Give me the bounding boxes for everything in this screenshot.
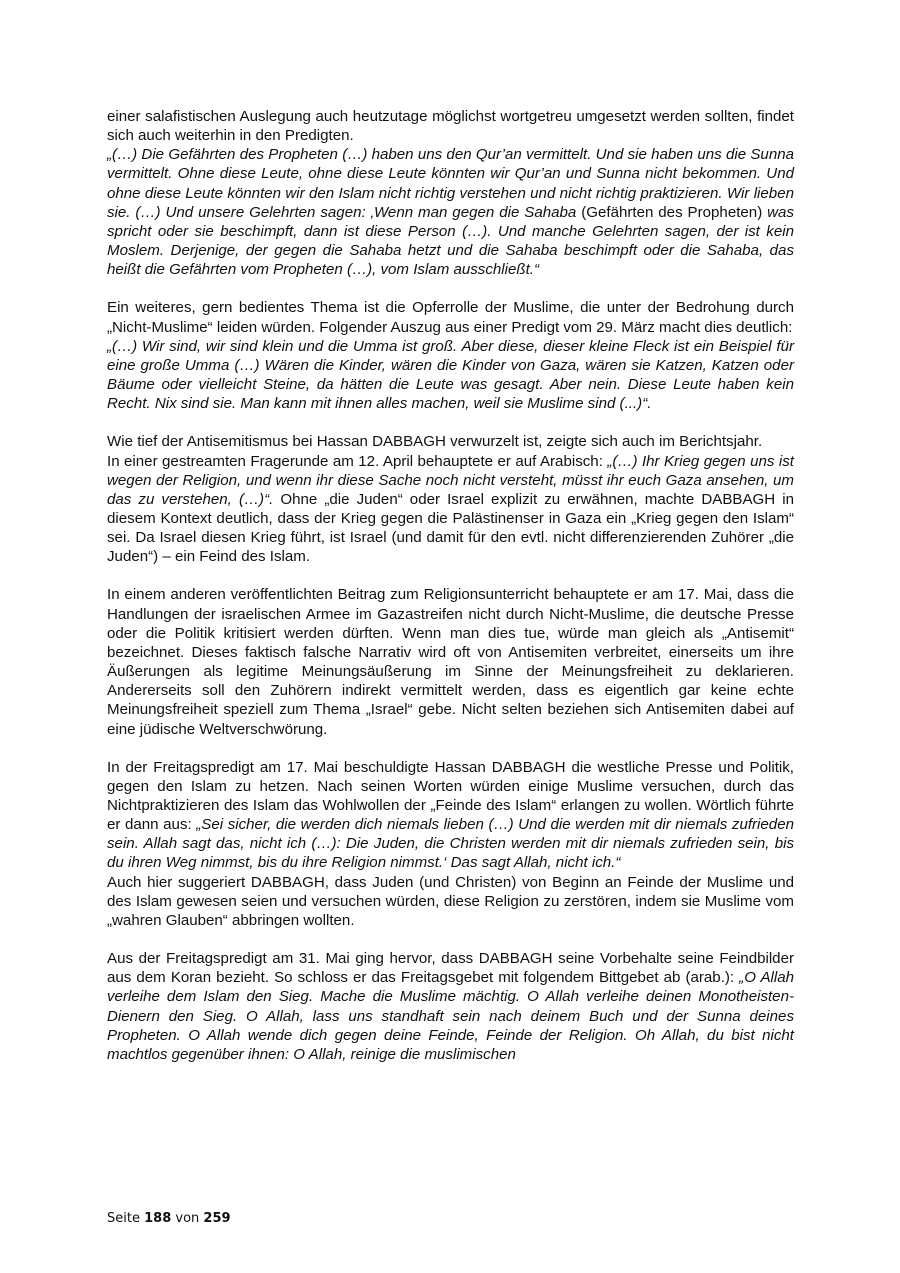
text-run: Auch hier suggeriert DABBAGH, dass Juden (und Christen) von Beginn an Feinde der Muslime und des Islam gewesen seien und versuchen würden, diese Religion zu zerstören, indem sie Muslime vom „wahren Glauben“ abbringen wollten. <box>107 873 794 929</box>
quote-text: was spricht oder sie beschimpft, dann ist diese Person (…). Und manche Gelehrten sagen, der ist kein Moslem. Derjenige, der gegen die Sahaba hetzt und die Sahaba beschimpft oder die Sahaba, das heißt die Gefährten vom Propheten (…), vom Islam ausschließt.“ <box>107 203 794 279</box>
text-run: Ein weiteres, gern bedientes Thema ist die Opferrolle der Muslime, die unter der Bedrohung durch „Nicht-Muslime“ leiden würden. Folgender Auszug aus einer Predigt vom 29. März macht dies deutlich: <box>107 299 794 336</box>
text-run: Wie tief der Antisemitismus bei Hassan DABBAGH verwurzelt ist, zeigte sich auch im Berichtsjahr. <box>107 433 763 451</box>
quote-text: „(…) Ihr Krieg gegen uns ist wegen der Religion, und wenn ihr diese Sache noch nicht versteht, müsst ihr euch Gaza ansehen, um das zu verstehen, (…)“. <box>107 452 794 508</box>
document-body <box>107 107 794 1064</box>
paragraph <box>107 432 794 451</box>
text-run: In einer gestreamten Fragerunde am 12. April behauptete er auf Arabisch: <box>107 452 608 470</box>
footer-prefix: Seite <box>107 1211 140 1226</box>
text-run: (Gefährten des Propheten) <box>576 203 768 221</box>
paragraph <box>107 298 794 336</box>
paragraph <box>107 758 794 873</box>
paragraph <box>107 452 794 567</box>
paragraph <box>107 873 794 930</box>
paragraph <box>107 949 794 1064</box>
paragraph <box>107 107 794 145</box>
page-number: 188 <box>144 1211 172 1226</box>
page-total: 259 <box>203 1211 231 1226</box>
text-run: In einem anderen veröffentlichten Beitrag zum Religionsunterricht behauptete er am 17. Mai, dass die Handlungen der israelischen Armee im Gazastreifen nicht durch Nicht-Muslime, die deutsche Presse oder die Politik kritisiert werden dürften. Wenn man dies tue, würde man gleich als „Antisemit“ bezeichnet. Dieses faktisch falsche Narrativ wird oft von Antisemiten verbreitet, einerseits um ihre Äußerungen als legitime Meinungsäußerung im Sinne der Meinungsfreiheit zu deklarieren. Andererseits soll den Zuhörern indirekt vermittelt werden, dass es eigentlich gar keine echte Meinungsfreiheit speziell zum Thema „Israel“ gebe. Nicht selten beziehen sich Antisemiten dabei auf eine jüdische Weltverschwörung. <box>107 586 794 738</box>
quote-text: „Sei sicher, die werden dich niemals lieben (…) Und die werden mit dir niemals zufrieden sein. Allah sagt das, nicht ich (…): Die Juden, die Christen werden mit dir niemals zufrieden sein, bis du ihren Weg nimmst, bis du ihre Religion nimmst.‘ Das sagt Allah, nicht ich.“ <box>107 816 794 872</box>
page-footer <box>107 1211 231 1226</box>
quote-paragraph <box>107 337 794 414</box>
text-run: einer salafistischen Auslegung auch heutzutage möglichst wortgetreu umgesetzt werden sollten, findet sich auch weiterhin in den Predigten. <box>107 108 794 145</box>
quote-text: „(…) Wir sind, wir sind klein und die Umma ist groß. Aber diese, dieser kleine Fleck ist ein Beispiel für eine große Umma (…) Wären die Kinder, wären die Kinder von Gaza, wären sie Katzen, Katzen oder Bäume oder vielleicht Steine, da hätten die Leute was gesagt. Aber nein. Diese Leute haben kein Recht. Nix sind sie. Man kann mit ihnen alles machen, weil sie Muslime sind (...)“. <box>107 337 794 413</box>
text-run: In der Freitagspredigt am 17. Mai beschuldigte Hassan DABBAGH die westliche Presse und Politik, gegen den Islam zu hetzen. Nach seinen Worten würden einige Muslime versuchen, durch das Nichtpraktizieren des Islam das Wohlwollen der „Feinde des Islam“ erlangen zu wollen. Wörtlich führte er dann aus: <box>107 758 794 834</box>
quote-text: „(…) Die Gefährten des Propheten (…) haben uns den Qur’an vermittelt. Und sie haben uns die Sunna vermittelt. Ohne diese Leute, ohne diese Leute könnten wir Qur’an und Sunna nicht bekommen. Und ohne diese Leute könnten wir den Islam nicht richtig verstehen und nicht richtig praktizieren. Wir lieben sie. (…) Und unsere Gelehrten sagen: ‚Wenn man gegen die Sahaba <box>107 146 794 221</box>
footer-middle: von <box>175 1211 200 1226</box>
text-run: Ohne „die Juden“ oder Israel explizit zu erwähnen, machte DABBAGH in diesem Kontext deutlich, dass der Krieg gegen die Palästinenser in Gaza ein „Krieg gegen den Islam“ sei. Da Israel diesen Krieg führt, ist Israel (und damit für den evtl. nicht differenzierenden Zuhörer „die Juden“) – ein Feind des Islam. <box>107 490 794 566</box>
quote-text: „O Allah verleihe dem Islam den Sieg. Mache die Muslime mächtig. O Allah verleihe deinen Monotheisten-Dienern den Sieg. O Allah, lass uns standhaft sein nach deinem Buch und der Sunna deines Propheten. O Allah wende dich gegen deine Feinde, Feinde der Religion. Oh Allah, du bist nicht machtlos gegenüber ihnen: O Allah, reinige die muslimischen <box>107 969 795 1063</box>
quote-paragraph <box>107 145 794 279</box>
paragraph <box>107 585 794 738</box>
text-run: Aus der Freitagspredigt am 31. Mai ging hervor, dass DABBAGH seine Vorbehalte seine Feindbilder aus dem Koran bezieht. So schloss er das Freitagsgebet mit folgendem Bittgebet ab (arab.): <box>107 950 794 987</box>
